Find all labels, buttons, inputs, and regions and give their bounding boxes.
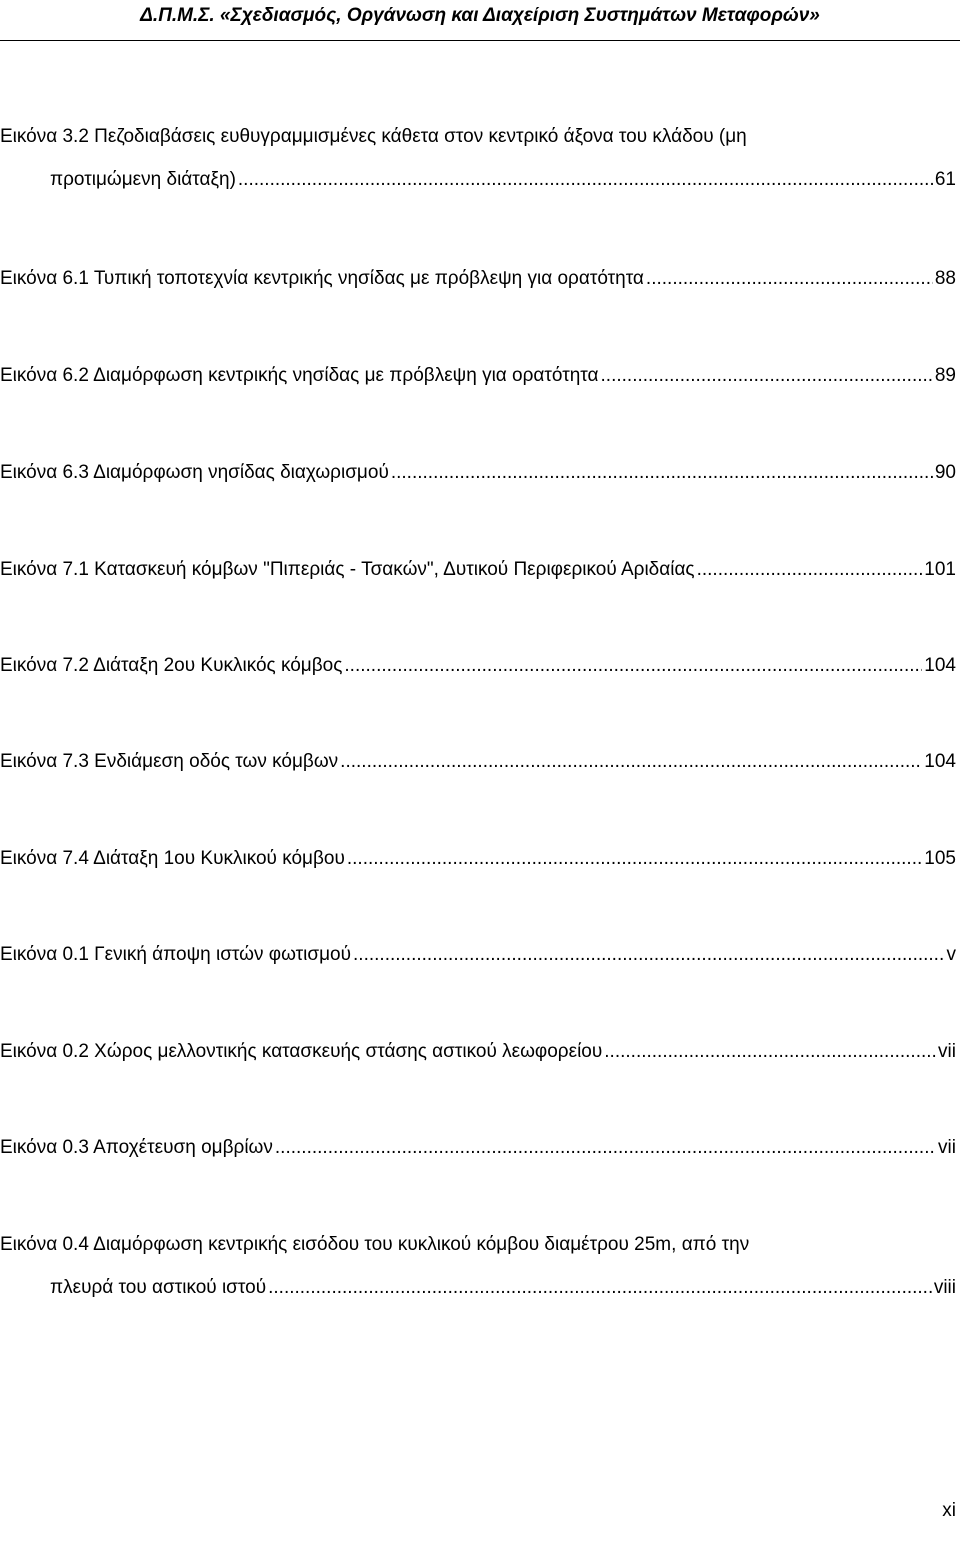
toc-entry-line [0, 266, 956, 292]
toc-entry-text: Εικόνα 7.2 Διάταξη 2ου Κυκλικός κόμβος [0, 655, 343, 676]
toc-entry-text: Εικόνα 7.4 Διάταξη 1ου Κυκλικού κόμβου [0, 848, 345, 869]
header-title: Δ.Π.Μ.Σ. «Σχεδιασμός, Οργάνωση και Διαχείριση Συστημάτων Μεταφορών» [140, 5, 820, 26]
toc-entry [0, 1135, 956, 1161]
toc-entry-text: Εικόνα 7.1 Κατασκευή κόμβων "Πιπεριάς - Τσακών", Δυτικού Περιφερικού Αριδαίας [0, 559, 695, 580]
toc-page-number: viii [933, 1277, 956, 1298]
toc-entry-line [0, 653, 956, 679]
toc-entry-first-line: Εικόνα 3.2 Πεζοδιαβάσεις ευθυγραμμισμένες κάθετα στον κεντρικό άξονα του κλάδου (μη [0, 126, 747, 147]
toc-entry [0, 460, 956, 486]
toc-entry-line [0, 749, 956, 775]
toc-entry-last-line [0, 167, 956, 193]
page-header [0, 0, 960, 41]
toc-entry-last-line [0, 1275, 956, 1301]
toc-leader-dots [353, 942, 944, 968]
toc-entry-line [0, 1039, 956, 1065]
toc-page-number: 89 [934, 365, 956, 386]
toc-page-number: 104 [924, 751, 956, 772]
toc-leader-dots [268, 1275, 932, 1301]
toc-entry-text: Εικόνα 6.2 Διαμόρφωση κεντρικής νησίδας με πρόβλεψη για ορατότητα [0, 365, 599, 386]
page-number: xi [942, 1500, 956, 1521]
toc-leader-dots [340, 749, 922, 775]
toc-entry [0, 1039, 956, 1065]
toc-entry [0, 124, 956, 193]
toc-entry-text: Εικόνα 6.3 Διαμόρφωση νησίδας διαχωρισμού [0, 462, 389, 483]
toc-entry-line [0, 557, 956, 583]
toc-leader-dots [344, 653, 922, 679]
toc-page-number: vii [938, 1137, 956, 1158]
toc-leader-dots [697, 557, 923, 583]
toc-leader-dots [347, 846, 922, 872]
toc-leader-dots [604, 1039, 936, 1065]
toc-entry [0, 363, 956, 389]
toc-entry [0, 557, 956, 583]
toc-entry-line [0, 846, 956, 872]
toc-page-number: v [946, 944, 956, 965]
toc-entry-text: Εικόνα 0.3 Αποχέτευση ομβρίων [0, 1137, 273, 1158]
toc-page-number: vii [938, 1041, 956, 1062]
toc-entry-text: Εικόνα 7.3 Ενδιάμεση οδός των κόμβων [0, 751, 339, 772]
toc-leader-dots [601, 363, 933, 389]
toc-leader-dots [646, 266, 933, 292]
toc-leader-dots [391, 460, 933, 486]
toc-page-number: 105 [924, 848, 956, 869]
toc-entry [0, 749, 956, 775]
toc-entry-text: πλευρά του αστικού ιστού [50, 1277, 267, 1298]
toc-entry-text: Εικόνα 6.1 Τυπική τοποτεχνία κεντρικής νησίδας με πρόβλεψη για ορατότητα [0, 268, 644, 289]
toc-page-number: 90 [934, 462, 956, 483]
toc-entry [0, 1232, 956, 1301]
toc-entry-text: προτιμώμενη διάταξη) [50, 169, 236, 190]
toc-entry [0, 266, 956, 292]
toc-page-number: 88 [934, 268, 956, 289]
toc-entry-line [0, 942, 956, 968]
toc-entry-line [0, 1135, 956, 1161]
toc-page-number: 61 [934, 169, 956, 190]
toc-leader-dots [238, 167, 933, 193]
toc-page-number: 104 [924, 655, 956, 676]
toc-entry-line [0, 460, 956, 486]
toc-entry [0, 653, 956, 679]
toc-leader-dots [275, 1135, 936, 1161]
toc-entry-text: Εικόνα 0.2 Χώρος μελλοντικής κατασκευής στάσης αστικού λεωφορείου [0, 1041, 603, 1062]
toc-entry [0, 942, 956, 968]
toc-entry-line [0, 363, 956, 389]
toc-entry [0, 846, 956, 872]
toc-entry-first-line: Εικόνα 0.4 Διαμόρφωση κεντρικής εισόδου του κυκλικού κόμβου διαμέτρου 25m, από την [0, 1234, 750, 1255]
toc-page-number: 101 [924, 559, 956, 580]
toc-entry-text: Εικόνα 0.1 Γενική άποψη ιστών φωτισμού [0, 944, 352, 965]
